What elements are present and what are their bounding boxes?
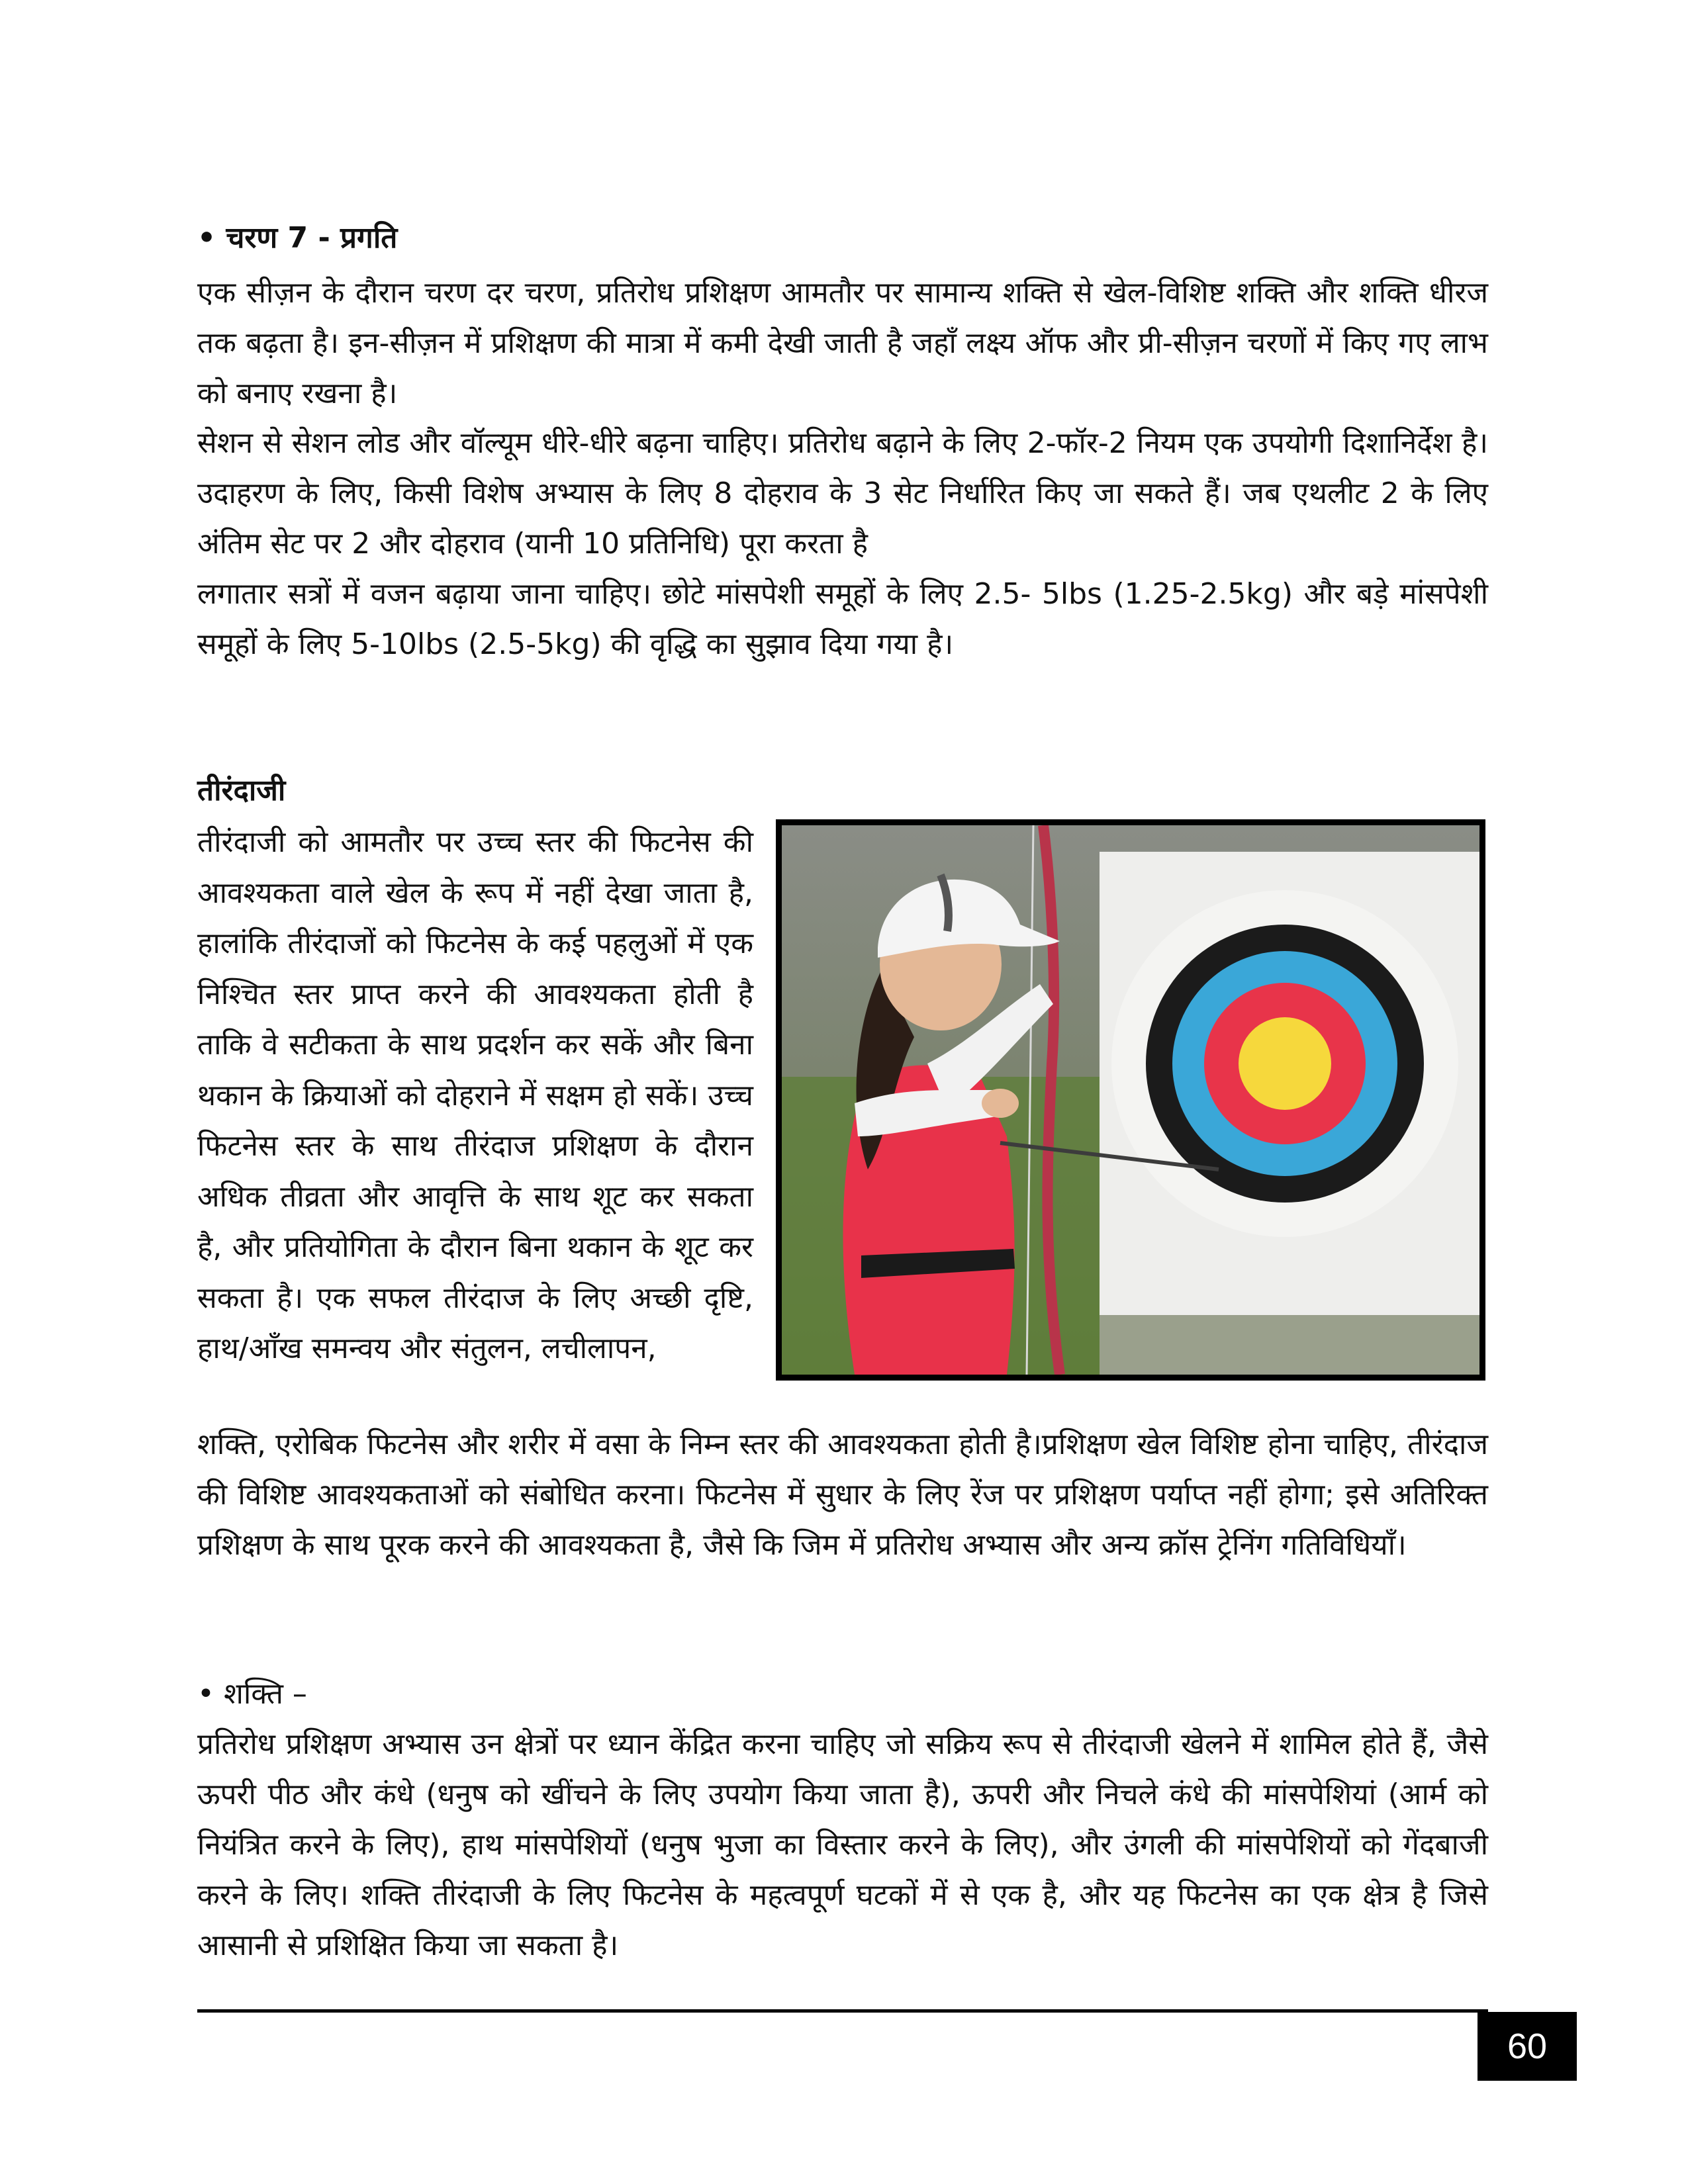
archery-photo [776,819,1485,1381]
paragraph-stage7-weight: लगातार सत्रों में वजन बढ़ाया जाना चाहिए। छोटे मांसपेशी समूहों के लिए 2.5- 5lbs (1.25-2.5kg) और बड़े मांसपेशी समूहों के लिए 5-10lbs (2.5-5kg) की वृद्धि का सुझाव दिया गया है। [197,577,1488,661]
paragraph-strength-training: प्रतिरोध प्रशिक्षण अभ्यास उन क्षेत्रों पर ध्यान केंद्रित करना चाहिए जो सक्रिय रूप से तीरंदाजी खेलने में शामिल होते हैं, जैसे ऊपरी पीठ और कंधे (धनुष को खींचने के लिए उपयोग किया जाता है), ऊपरी और निचले कंधे की मांसपेशियां (आर्म को नियंत्रित करने के लिए), हाथ मांसपेशियों (धनुष भुजा का विस्तार करने के लिए), और उंगली की मांसपेशियों को गेंदबाजी करने के लिए। शक्ति तीरंदाजी के लिए फिटनेस के महत्वपूर्ण घटकों में से एक है, और यह फिटनेस का एक क्षेत्र है जिसे आसानी से प्रशिक्षित किया जा सकता है। [197,1727,1488,1962]
page-number: 60 [1507,2026,1548,2066]
target-board [1100,852,1479,1375]
paragraph-archery-intro: तीरंदाजी को आमतौर पर उच्च स्तर की फिटनेस की आवश्यकता वाले खेल के रूप में नहीं देखा जाता है, हालांकि तीरंदाजों को फिटनेस के कई पहलुओं में एक निश्चित स्तर प्राप्त करने की आवश्यकता होती है ताकि वे सटीकता के साथ प्रदर्शन कर सकें और बिना थकान के क्रियाओं को दोहराने में सक्षम हो सकें। उच्च फिटनेस स्तर के साथ तीरंदाज प्रशिक्षण के दौरान अधिक तीव्रता और आवृत्ति के साथ शूट कर सकता है, और प्रतियोगिता के दौरान बिना थकान के शूट कर सकता है। एक सफल तीरंदाज के लिए अच्छी दृष्टि, हाथ/आँख समन्वय और संतुलन, लचीलापन, [197,825,753,1365]
footer-rule [197,2009,1488,2013]
paragraph-stage7-intro: एक सीज़न के दौरान चरण दर चरण, प्रतिरोध प्रशिक्षण आमतौर पर सामान्य शक्ति से खेल-विशिष्ट शक्ति और शक्ति धीरज तक बढ़ता है। इन-सीज़न में प्रशिक्षण की मात्रा में कमी देखी जाती है जहाँ लक्ष्य ऑफ और प्री-सीज़न चरणों में किए गए लाभ को बनाए रखना है। [197,276,1488,410]
paragraph-archery-requirements: शक्ति, एरोबिक फिटनेस और शरीर में वसा के निम्न स्तर की आवश्यकता होती है।प्रशिक्षण खेल विशिष्ट होना चाहिए, तीरंदाज की विशिष्ट आवश्यकताओं को संबोधित करना। फिटनेस में सुधार के लिए रेंज पर प्रशिक्षण पर्याप्त नहीं होगा; इसे अतिरिक्त प्रशिक्षण के साथ पूरक करने की आवश्यकता है, जैसे कि जिम में प्रतिरोध अभ्यास और अन्य क्रॉस ट्रेनिंग गतिविधियाँ। [197,1428,1488,1562]
section-heading-stage-7: • चरण 7 - प्रगति [197,221,398,255]
section-heading-archery: तीरंदाजी [197,774,286,807]
paragraph-stage7-load: सेशन से सेशन लोड और वॉल्यूम धीरे-धीरे बढ़ना चाहिए। प्रतिरोध बढ़ाने के लिए 2-फॉर-2 नियम एक उपयोगी दिशानिर्देश है। उदाहरण के लिए, किसी विशेष अभ्यास के लिए 8 दोहराव के 3 सेट निर्धारित किए जा सकते हैं। जब एथलीट 2 के लिए अंतिम सेट पर 2 और दोहराव (यानी 10 प्रतिनिधि) पूरा करता है [197,426,1488,561]
archer-illustration [782,825,1479,1375]
section-heading-strength: • शक्ति – [197,1677,307,1711]
